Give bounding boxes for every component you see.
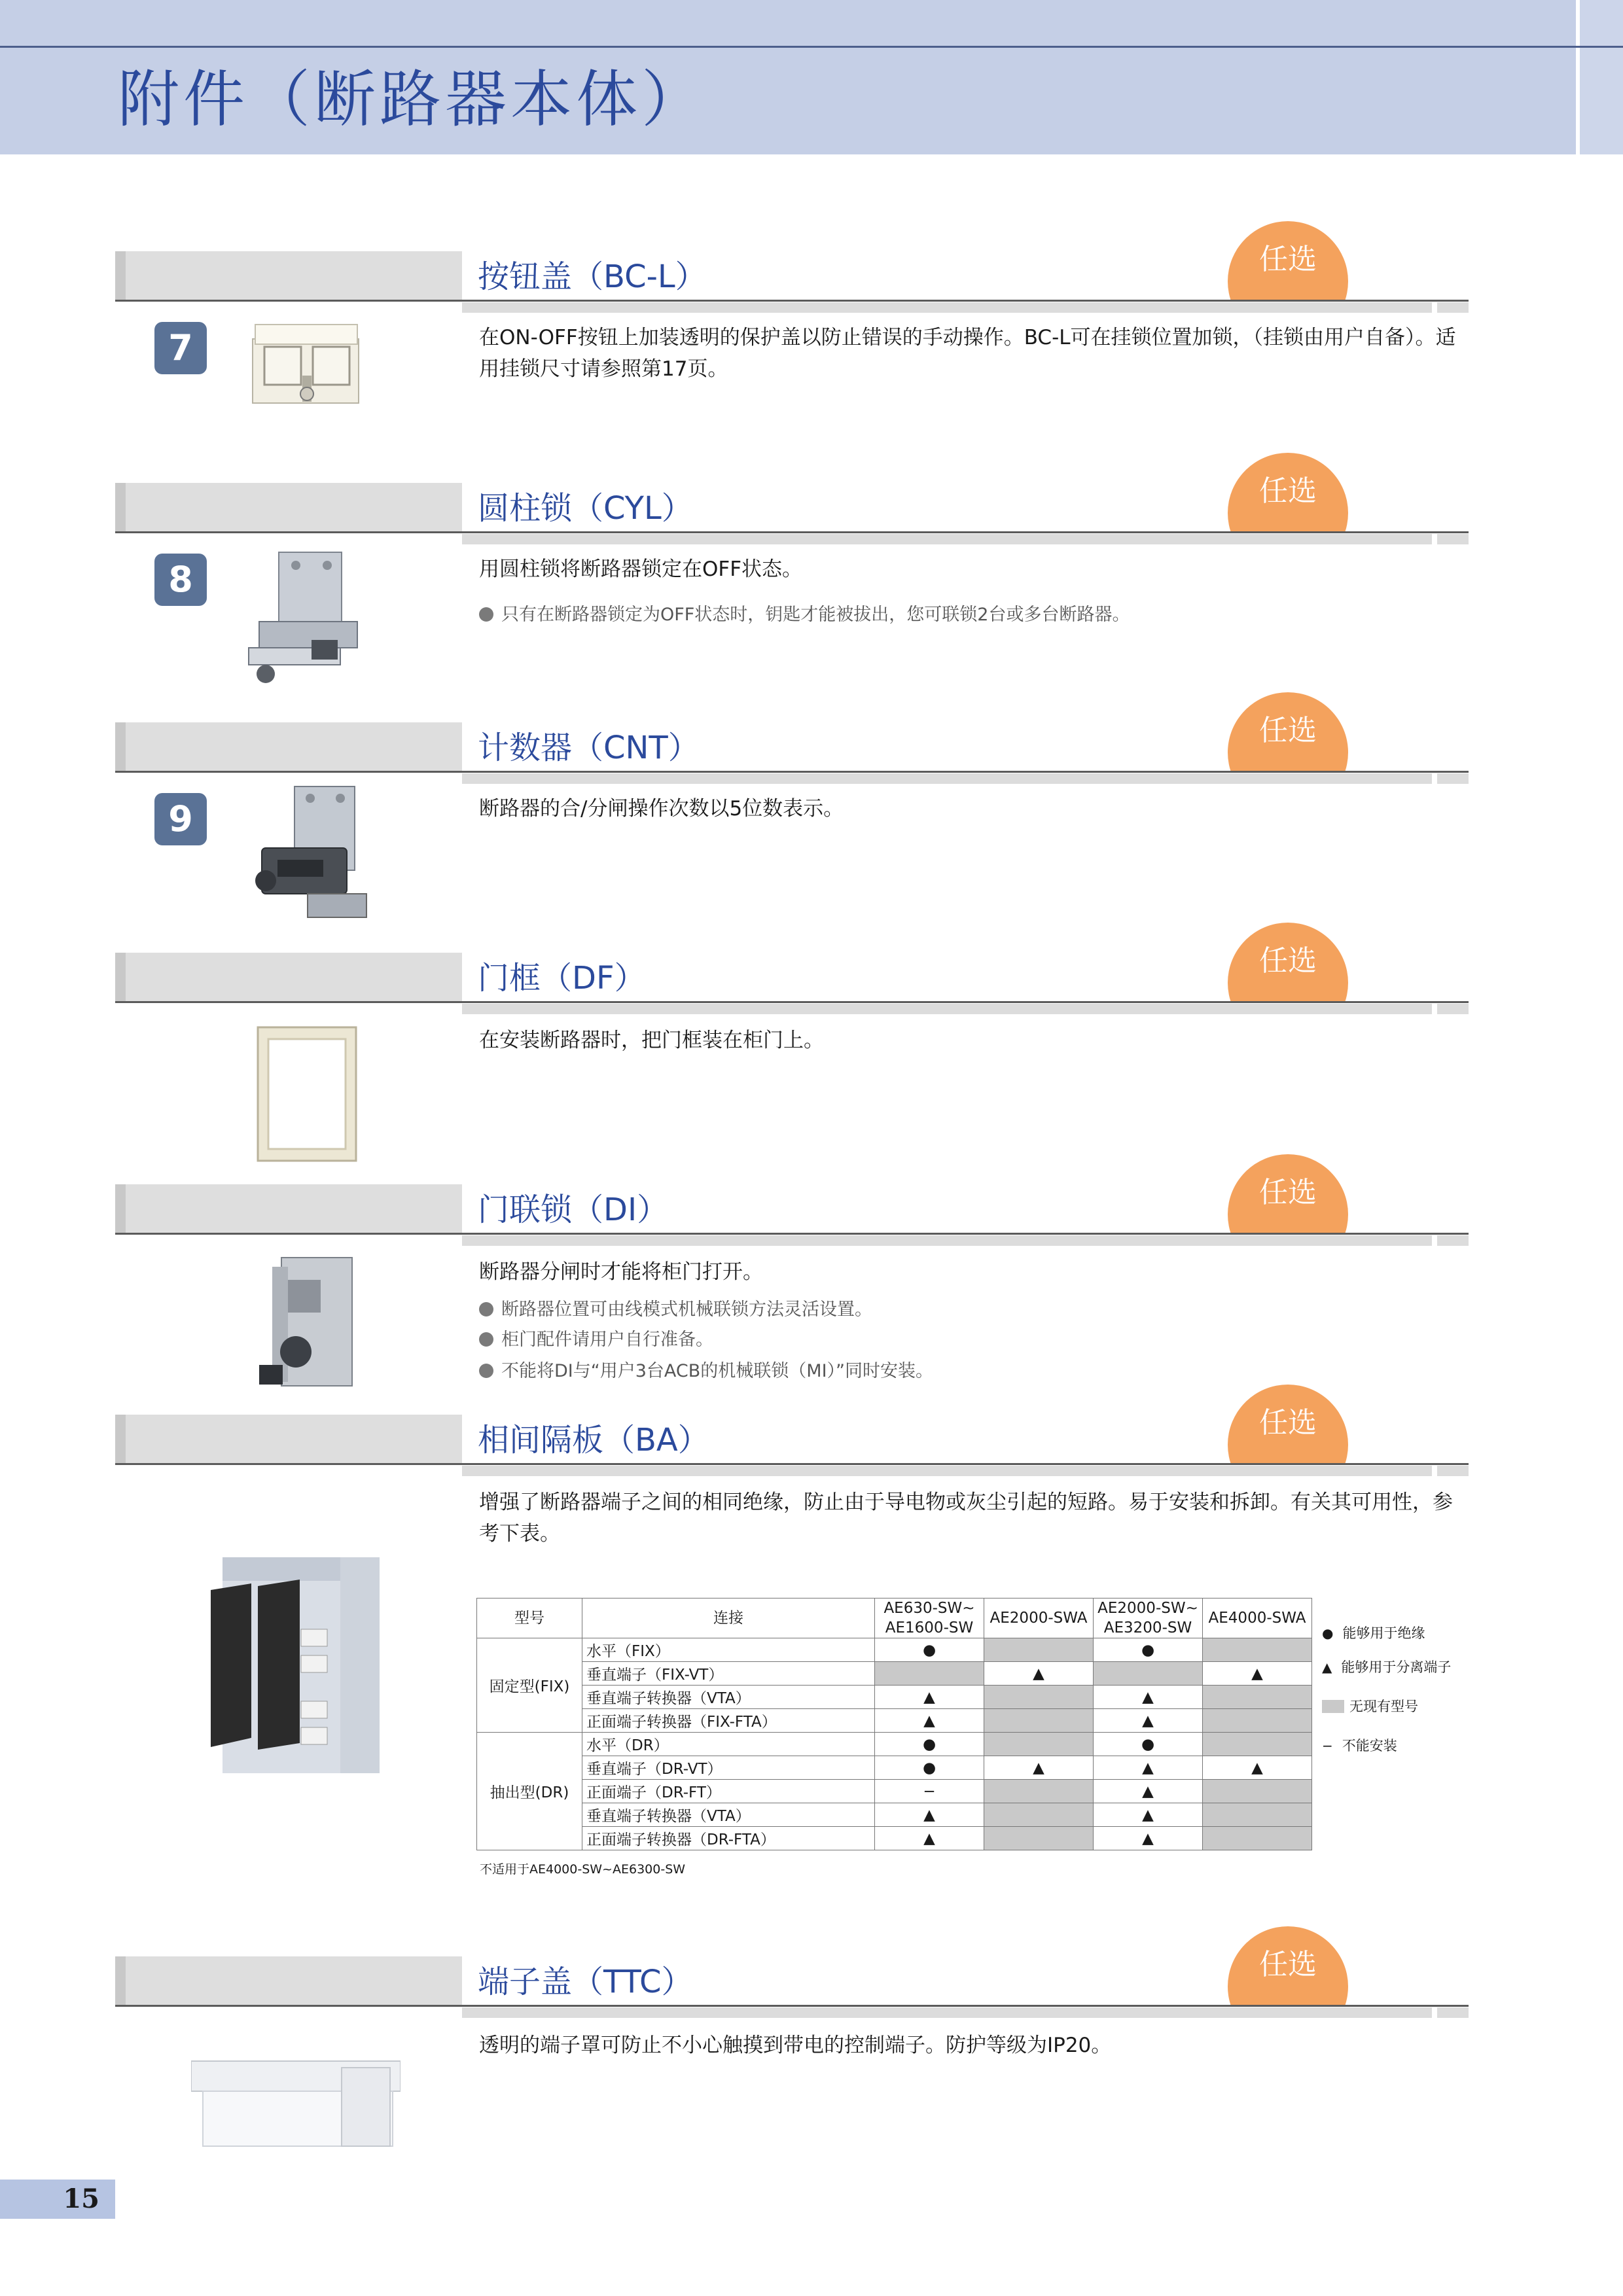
table-row (477, 1733, 1312, 1756)
section-title: 计数器（CNT） (478, 730, 700, 766)
page-number: 15 (0, 2180, 115, 2219)
section-title: 按钮盖（BC-L） (478, 258, 707, 295)
optional-badge: 任选 (1228, 923, 1348, 1001)
symbol-cell: ▲ (1094, 1780, 1203, 1803)
door-interlock-image (246, 1254, 364, 1391)
connection-cell: 正面端子转换器（DR-FTA） (582, 1827, 875, 1850)
connection-cell: 正面端子转换器（FIX-FTA） (582, 1709, 875, 1733)
table-row (477, 1662, 1312, 1686)
item-number: 8 (154, 554, 207, 606)
optional-badge: 任选 (1228, 453, 1348, 531)
symbol-cell: ● (1094, 1733, 1203, 1756)
cylinder-lock-image (240, 550, 370, 687)
section-description: 断路器的合/分闸操作次数以5位数表示。 (479, 797, 844, 821)
symbol-cell: ● (875, 1638, 984, 1662)
section-description: 在安装断路器时，把门框装在柜门上。 (479, 1029, 824, 1052)
symbol-cell: ▲ (1094, 1709, 1203, 1733)
symbol-cell: ● (875, 1733, 984, 1756)
legend-gray: 无现有型号 (1322, 1696, 1418, 1716)
section-title: 圆柱锁（CYL） (478, 490, 693, 527)
phase-barrier-image (203, 1557, 386, 1773)
counter-image (242, 783, 373, 927)
item-number: 9 (154, 793, 207, 845)
section-note: 柜门配件请用户自行准备。 (479, 1324, 713, 1356)
symbol-cell: ▲ (1203, 1662, 1312, 1686)
symbol-cell: ● (875, 1756, 984, 1780)
section-note: 只有在断路器锁定为OFF状态时，钥匙才能被拔出，您可联锁2台或多台断路器。 (479, 599, 1130, 631)
section-title: 门联锁（DI） (478, 1192, 669, 1228)
header-ae2000-sw: AE2000-SW~ AE3200-SW (1094, 1598, 1203, 1638)
symbol-cell (1203, 1827, 1312, 1850)
table-footnote: 不适用于AE4000-SW~AE6300-SW (480, 1862, 686, 1877)
connection-cell: 水平（DR） (582, 1733, 875, 1756)
symbol-cell (1203, 1733, 1312, 1756)
symbol-cell (984, 1733, 1094, 1756)
optional-badge: 任选 (1228, 1385, 1348, 1463)
connection-cell: 正面端子（DR-FT） (582, 1780, 875, 1803)
symbol-cell (984, 1638, 1094, 1662)
connection-cell: 垂直端子转换器（VTA） (582, 1803, 875, 1827)
table-row (477, 1803, 1312, 1827)
header-ae4000-swa: AE4000-SWA (1203, 1598, 1312, 1638)
symbol-cell (1094, 1662, 1203, 1686)
optional-badge: 任选 (1228, 221, 1348, 300)
header-connection: 连接 (582, 1598, 875, 1638)
legend-dash: − 不能安装 (1322, 1738, 1397, 1754)
button-cover-image (249, 321, 366, 412)
table-row (477, 1780, 1312, 1803)
header-ae630: AE630-SW~ AE1600-SW (875, 1598, 984, 1638)
legend-circle: ● 能够用于绝缘 (1322, 1625, 1425, 1641)
symbol-cell (1203, 1803, 1312, 1827)
symbol-cell: ▲ (875, 1686, 984, 1709)
table-row (477, 1756, 1312, 1780)
symbol-cell: ▲ (1094, 1803, 1203, 1827)
header-top-band (0, 0, 1623, 46)
table-row (477, 1709, 1312, 1733)
symbol-cell (1203, 1638, 1312, 1662)
symbol-cell (1203, 1780, 1312, 1803)
symbol-cell (984, 1827, 1094, 1850)
symbol-cell: − (875, 1780, 984, 1803)
table-row (477, 1638, 1312, 1662)
section-description: 用圆柱锁将断路器锁定在OFF状态。 (479, 557, 803, 581)
legend-triangle: ▲ 能够用于分离端子 (1322, 1659, 1452, 1675)
table-row (477, 1686, 1312, 1709)
connection-cell: 垂直端子（FIX-VT） (582, 1662, 875, 1686)
symbol-cell: ▲ (1094, 1827, 1203, 1850)
section-description: 断路器分闸时才能将柜门打开。 (479, 1260, 763, 1284)
table-row (477, 1827, 1312, 1850)
symbol-cell (1203, 1709, 1312, 1733)
symbol-cell: ▲ (984, 1756, 1094, 1780)
symbol-cell (875, 1662, 984, 1686)
symbol-cell (984, 1686, 1094, 1709)
group-cell: 抽出型(DR) (477, 1733, 582, 1850)
section-title: 端子盖（TTC） (478, 1964, 693, 2000)
symbol-cell: ▲ (875, 1827, 984, 1850)
header-ae2000-swa: AE2000-SWA (984, 1598, 1094, 1638)
symbol-cell: ▲ (875, 1709, 984, 1733)
table-header-row (477, 1598, 1312, 1638)
symbol-cell: ▲ (984, 1662, 1094, 1686)
header-model: 型号 (477, 1598, 582, 1638)
symbol-cell (984, 1709, 1094, 1733)
terminal-cover-image (191, 2055, 401, 2153)
section-note: 不能将DI与“用户3台ACB的机械联锁（MI）”同时安装。 (479, 1356, 933, 1387)
section-description: 增强了断路器端子之间的相同绝缘，防止由于导电物或灰尘引起的短路。易于安装和拆卸。有关其可用性，参考下表。 (479, 1491, 1453, 1545)
door-frame-image (255, 1025, 360, 1165)
connection-cell: 垂直端子（DR-VT） (582, 1756, 875, 1780)
optional-badge: 任选 (1228, 692, 1348, 771)
compatibility-table (476, 1598, 1312, 1850)
section-description: 在ON-OFF按钮上加装透明的保护盖以防止错误的手动操作。BC-L可在挂锁位置加锁，（挂锁由用户自备）。适用挂锁尺寸请参照第17页。 (479, 326, 1456, 381)
page-title: 附件（断路器本体） (118, 64, 707, 135)
optional-badge: 任选 (1228, 1926, 1348, 2005)
section-description: 透明的端子罩可防止不小心触摸到带电的控制端子。防护等级为IP20。 (479, 2034, 1112, 2057)
symbol-cell: ▲ (1203, 1756, 1312, 1780)
symbol-cell: ▲ (1094, 1756, 1203, 1780)
symbol-cell: ▲ (875, 1803, 984, 1827)
symbol-cell (1203, 1686, 1312, 1709)
optional-badge: 任选 (1228, 1154, 1348, 1233)
connection-cell: 水平（FIX） (582, 1638, 875, 1662)
section-note: 断路器位置可由线模式机械联锁方法灵活设置。 (479, 1294, 872, 1326)
symbol-cell: ● (1094, 1638, 1203, 1662)
symbol-cell: ▲ (1094, 1686, 1203, 1709)
symbol-cell (984, 1803, 1094, 1827)
connection-cell: 垂直端子转换器（VTA） (582, 1686, 875, 1709)
symbol-cell (984, 1780, 1094, 1803)
section-title: 门框（DF） (478, 960, 646, 997)
section-title: 相间隔板（BA） (478, 1422, 709, 1458)
group-cell: 固定型(FIX) (477, 1638, 582, 1733)
item-number: 7 (154, 322, 207, 374)
